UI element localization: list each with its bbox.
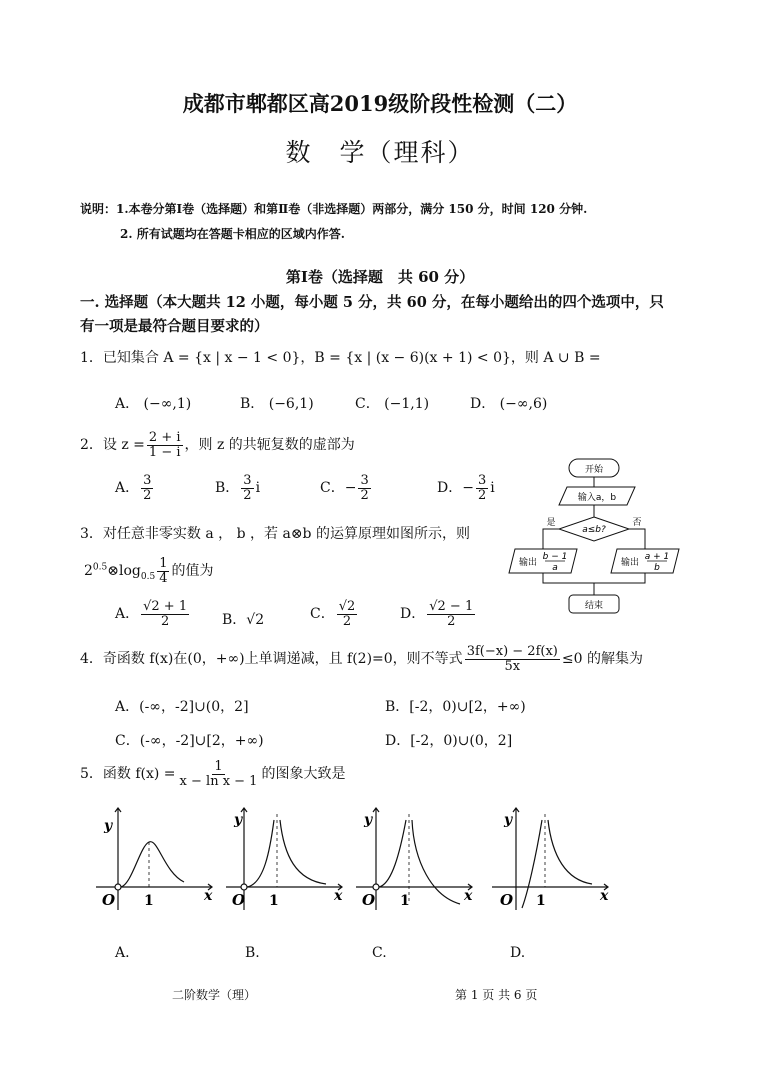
- q5-graph-a: [92, 800, 218, 915]
- q3-expr-frac: [157, 557, 169, 585]
- footer-left: 二阶数学（理）: [172, 988, 257, 1002]
- flowchart-yes-label: 是: [546, 518, 556, 528]
- q5-option-a: A.: [115, 945, 130, 961]
- q2-c-den: 2: [360, 487, 369, 503]
- q5-lead: 5．函数 f(x) =: [80, 766, 176, 783]
- q3-d-frac: [427, 600, 475, 628]
- q4-option-b: B．[-2，0)∪[2，+∞): [385, 699, 526, 715]
- q5-option-d: D.: [510, 945, 526, 961]
- flowchart-out-left-num: b − 1: [542, 552, 568, 562]
- q3-d-num: √2 − 1: [429, 599, 474, 614]
- q3-a-num: √2 + 1: [143, 599, 188, 614]
- q2-z-den: 1 − i: [148, 444, 181, 460]
- flowchart-no-branch: [629, 529, 645, 549]
- q1-option-a: A． (−∞,1): [115, 396, 192, 412]
- section-title: 第Ⅰ卷（选择题 共 60 分）: [285, 268, 475, 286]
- section-header-line-2: 有一项是最符合题目要求的）: [80, 318, 269, 335]
- q3-c-num: √2: [338, 599, 356, 614]
- q3-d-label: D．: [400, 606, 426, 623]
- instruction-line-2: 2. 所有试题均在答题卡相应的区域内作答.: [120, 227, 345, 241]
- q5-c-tick: 1: [400, 893, 410, 909]
- q5-d-axis-x: x: [600, 888, 609, 904]
- q2-b-label: B．: [215, 480, 240, 497]
- flowchart-out-right-den: b: [654, 563, 660, 573]
- q5-b-axis-y: y: [234, 812, 243, 828]
- q2-a-frac: [141, 474, 153, 502]
- q5-b-axis-x: x: [334, 888, 343, 904]
- flowchart-end-label: 结束: [584, 601, 604, 611]
- q2-d-label: D．−: [437, 480, 474, 497]
- q5-graph-c: [352, 800, 478, 915]
- q5-a-origin: O: [102, 891, 116, 909]
- q5-tail: 的图象大致是: [261, 766, 346, 783]
- q2-b-suffix: i: [255, 480, 261, 497]
- instruction-line-1: 说明：1.本卷分第Ⅰ卷（选择题）和第Ⅱ卷（非选择题）两部分，满分 150 分，时间 120 分钟.: [80, 202, 588, 216]
- q5-option-c: C.: [372, 945, 387, 961]
- q3-expr-op: ⊗log: [107, 563, 141, 580]
- q1-stem: 1．已知集合 A = {x | x − 1 < 0}，B = {x | (x − 6)(x + 1) < 0}，则 A ∪ B =: [80, 350, 601, 366]
- q3-stem: 3．对任意非零实数 a ， b ，若 a⊗b 的运算原理如图所示，则: [80, 526, 470, 542]
- section-header-line-1: 一. 选择题（本大题共 12 小题，每小题 5 分，共 60 分，在每小题给出的四个选项中，只: [80, 294, 664, 311]
- exam-subtitle: 数 学（理科）: [285, 138, 475, 167]
- q3-c-label: C．: [310, 606, 335, 623]
- q2-d-suffix: i: [490, 480, 495, 497]
- q2-b-frac: [241, 474, 253, 502]
- q1-option-c: C． (−1,1): [355, 396, 430, 412]
- q5-a-tick: 1: [144, 893, 154, 909]
- q2-option-a: [115, 474, 155, 502]
- q4-ineq-den: 5x: [504, 658, 521, 674]
- q4-ineq-num: 3f(−x) − 2f(x): [466, 644, 558, 659]
- q3-expr-exp: 0.5: [92, 562, 108, 573]
- q5-graph-b: [222, 800, 348, 915]
- q2-d-num: 3: [477, 473, 487, 488]
- q5-b-tick: 1: [269, 893, 279, 909]
- q5-c-axis-x: x: [464, 888, 473, 904]
- q2-a-label: A．: [115, 480, 140, 497]
- q2-z-num: 2 + i: [148, 430, 181, 445]
- q5-d-origin: O: [500, 891, 514, 909]
- q3-d-den: 2: [447, 613, 456, 629]
- q3-expr-tail: 的值为: [171, 563, 214, 580]
- q3-a-frac: [141, 600, 189, 628]
- q5-a-axis-x: x: [204, 888, 213, 904]
- q5-c-axis-y: y: [364, 812, 373, 828]
- q3-expr-num: 1: [159, 556, 168, 571]
- flowchart: [505, 455, 685, 617]
- flowchart-cond-label: a≤b?: [582, 525, 606, 535]
- q4-stem: [80, 645, 643, 673]
- q3-a-label: A．: [115, 606, 140, 623]
- q5-graph-d: [488, 800, 614, 915]
- q2-a-den: 2: [143, 487, 152, 503]
- q5-a-axis-y: y: [104, 818, 113, 834]
- q2-c-frac: [358, 474, 370, 502]
- q3-c-den: 2: [342, 613, 352, 629]
- q3-option-d: [400, 600, 477, 628]
- q3-expr-den: 4: [159, 570, 168, 586]
- q3-expr-sub: 0.5: [140, 571, 156, 582]
- q4-option-c: C．(-∞，-2]∪[2，+∞): [115, 733, 264, 749]
- flowchart-start-label: 开始: [584, 465, 604, 475]
- q2-lead: 2．设 z =: [80, 437, 145, 454]
- q2-b-den: 2: [243, 487, 252, 503]
- q2-stem: [80, 431, 355, 459]
- q3-expr-base: 2: [84, 563, 93, 580]
- flowchart-out-right-label: 输出: [621, 558, 640, 568]
- q3-a-den: 2: [160, 613, 170, 629]
- q1-option-b: B． (−6,1): [240, 396, 314, 412]
- q4-tail: ≤0 的解集为: [561, 651, 643, 668]
- q4-ineq-frac: [465, 645, 560, 673]
- flowchart-out-right-num: a + 1: [644, 552, 670, 562]
- exam-title: 成都市郫都区高2019级阶段性检测（二）: [182, 91, 578, 116]
- q3-option-c: [310, 600, 359, 628]
- flowchart-merge-line: [543, 573, 645, 583]
- q3-option-a: [115, 600, 191, 628]
- q5-d-tick: 1: [536, 893, 546, 909]
- q2-z-fraction: [147, 431, 183, 459]
- flowchart-input-label: 输入a，b: [577, 493, 617, 503]
- q2-b-num: 3: [243, 473, 252, 488]
- q3-option-b: [222, 609, 264, 629]
- q1-option-d: D． (−∞,6): [470, 396, 548, 412]
- q3-b-value: √2: [246, 612, 265, 628]
- q5-den: x − ln x − 1: [179, 773, 258, 789]
- q2-option-b: [215, 474, 260, 502]
- footer-page-number: 第 1 页 共 6 页: [455, 988, 538, 1002]
- q2-d-frac: [476, 474, 488, 502]
- q4-option-d: D．[-2，0)∪(0，2]: [385, 733, 513, 749]
- q5-frac: [178, 760, 260, 788]
- q2-d-den: 2: [477, 487, 487, 503]
- q2-c-label: C．−: [320, 480, 357, 497]
- q2-option-d: [437, 474, 495, 502]
- flowchart-no-label: 否: [632, 518, 642, 528]
- q3-expression: [84, 557, 213, 585]
- flowchart-out-left-den: a: [552, 563, 558, 573]
- q3-c-frac: [337, 600, 358, 628]
- q4-lead: 4．奇函数 f(x)在(0，+∞)上单调递减，且 f(2)=0，则不等式: [80, 651, 463, 668]
- flowchart-out-left-label: 输出: [519, 558, 538, 568]
- q5-c-origin: O: [362, 891, 376, 909]
- q5-b-origin: O: [232, 891, 246, 909]
- q5-stem: [80, 760, 345, 788]
- q2-tail: ，则 z 的共轭复数的虚部为: [184, 437, 355, 454]
- q4-option-a: A．(-∞，-2]∪(0，2]: [115, 699, 249, 715]
- q3-b-label: B．: [222, 612, 247, 628]
- flowchart-yes-branch: [543, 529, 559, 549]
- q2-option-c: [320, 474, 373, 502]
- q5-num: 1: [214, 759, 223, 774]
- q2-a-num: 3: [143, 473, 152, 488]
- q5-d-axis-y: y: [504, 812, 513, 828]
- q2-c-num: 3: [360, 473, 369, 488]
- q5-option-b: B.: [245, 945, 260, 961]
